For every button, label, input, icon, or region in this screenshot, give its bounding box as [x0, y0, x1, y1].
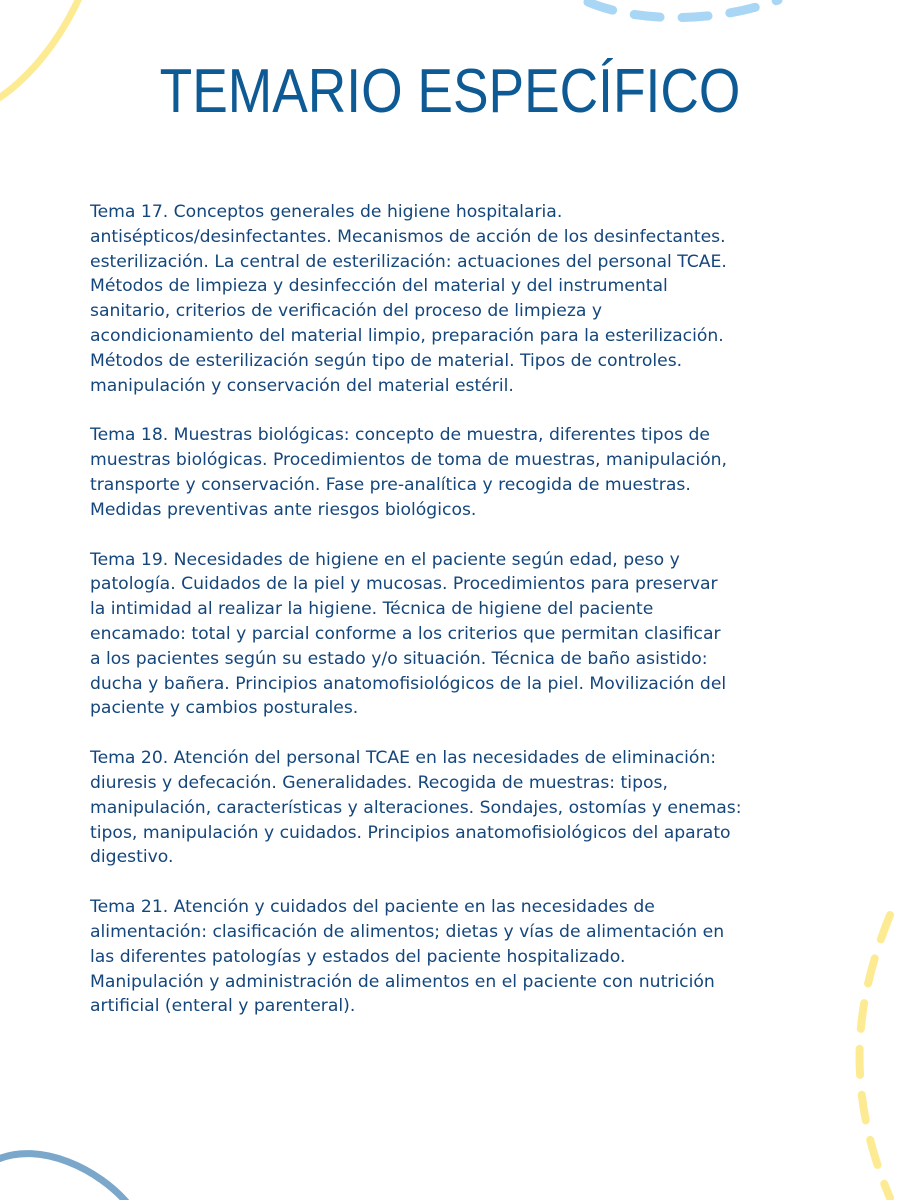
topic-19	[90, 548, 820, 722]
topic-line: esterilización. La central de esterilización: actuaciones del personal TCAE.	[90, 251, 727, 272]
topic-line: Tema 17. Conceptos generales de higiene hospitalaria.	[90, 202, 563, 222]
topic-line: ducha y bañera. Principios anatomofisiológicos de la piel. Movilización del	[90, 673, 727, 694]
topic-line: tipos, manipulación y cuidados. Principios anatomofisiológicos del aparato	[90, 822, 731, 843]
topic-line: digestivo.	[90, 847, 174, 868]
topic-list	[90, 200, 820, 1044]
topic-line: la intimidad al realizar la higiene. Técnica de higiene del paciente	[90, 599, 654, 620]
topic-line: transporte y conservación. Fase pre-analítica y recogida de muestras.	[90, 474, 691, 495]
topic-line: sanitario, criterios de verificación del proceso de limpieza y	[90, 301, 603, 322]
topic-line: Tema 19. Necesidades de higiene en el paciente según edad, peso y	[90, 549, 680, 570]
blue-dashed-arc-top-right	[588, 0, 778, 18]
topic-line: Tema 21. Atención y cuidados del paciente en las necesidades de	[90, 897, 655, 918]
topic-line: Manipulación y administración de alimentos en el paciente con nutrición	[90, 971, 715, 992]
topic-line: muestras biológicas. Procedimientos de toma de muestras, manipulación,	[90, 450, 728, 471]
yellow-dashed-arc-right	[860, 915, 890, 1198]
page-title: TEMARIO ESPECÍFICO	[159, 57, 741, 126]
blue-arc-bottom-left	[0, 1154, 128, 1200]
topic-line: diuresis y defecación. Generalidades. Recogida de muestras: tipos,	[90, 772, 668, 793]
topic-line: Métodos de esterilización según tipo de material. Tipos de controles.	[90, 350, 683, 371]
topic-line: patología. Cuidados de la piel y mucosas. Procedimientos para preservar	[90, 574, 718, 595]
topic-line: encamado: total y parcial conforme a los criterios que permitan clasificar	[90, 623, 721, 644]
topic-line: Tema 20. Atención del personal TCAE en las necesidades de eliminación:	[90, 748, 717, 769]
topic-line: Métodos de limpieza y desinfección del material y del instrumental	[90, 276, 668, 297]
topic-line: antisépticos/desinfectantes. Mecanismos de acción de los desinfectantes.	[90, 226, 726, 247]
topic-line: artificial (enteral y parenteral).	[90, 996, 356, 1017]
topic-line: acondicionamiento del material limpio, preparación para la esterilización.	[90, 325, 724, 346]
topic-line: manipulación y conservación del material estéril.	[90, 375, 514, 396]
topic-line: las diferentes patologías y estados del paciente hospitalizado.	[90, 946, 626, 967]
topic-17	[90, 200, 820, 398]
topic-18	[90, 423, 820, 522]
topic-20	[90, 746, 820, 870]
topic-line: manipulación, características y alteraciones. Sondajes, ostomías y enemas:	[90, 797, 742, 818]
topic-line: a los pacientes según su estado y/o situación. Técnica de baño asistido:	[90, 648, 708, 669]
topic-line: Tema 18. Muestras biológicas: concepto de muestra, diferentes tipos de	[90, 425, 710, 446]
topic-line: Medidas preventivas ante riesgos biológicos.	[90, 499, 477, 520]
topic-line: paciente y cambios posturales.	[90, 698, 359, 719]
topic-line: alimentación: clasificación de alimentos; dietas y vías de alimentación en	[90, 921, 725, 942]
topic-21	[90, 895, 820, 1019]
